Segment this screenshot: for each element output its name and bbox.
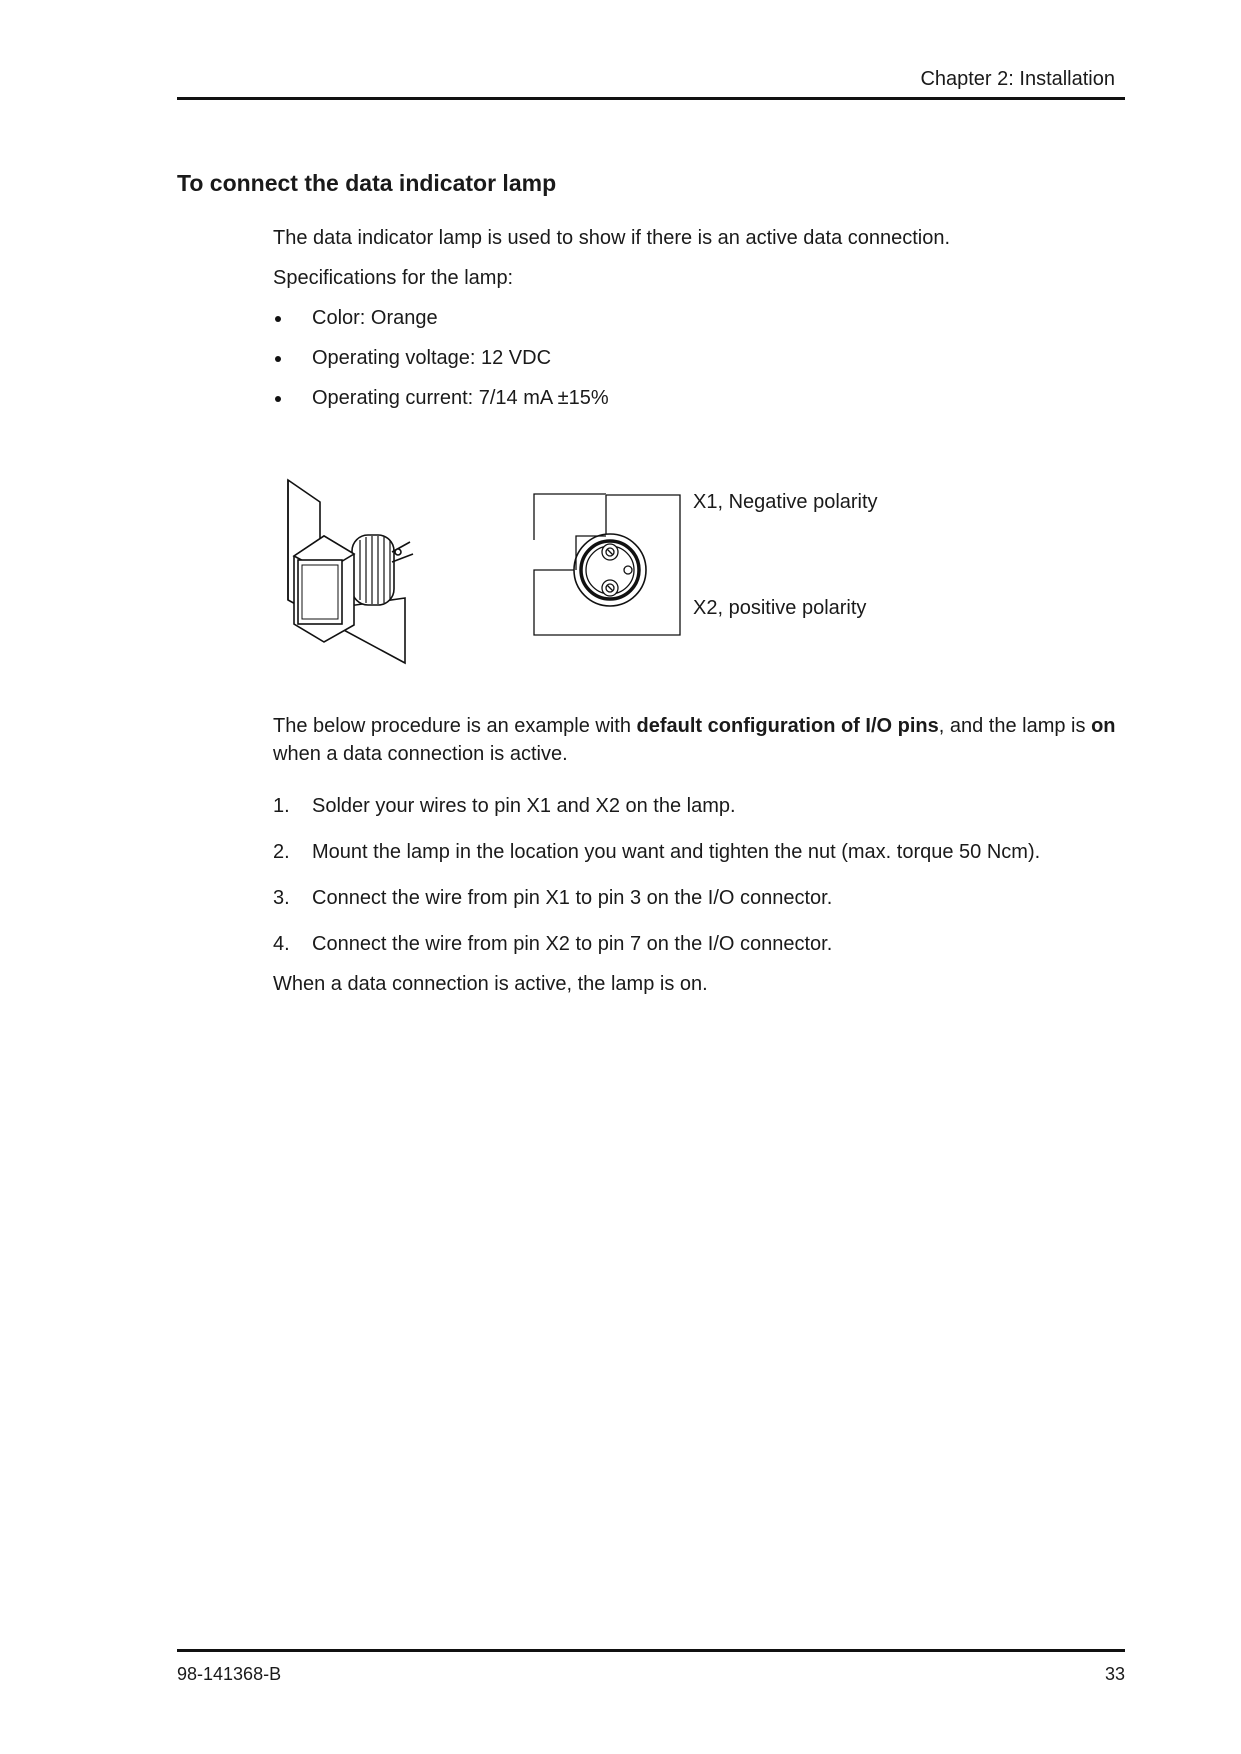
step-text: Connect the wire from pin X2 to pin 7 on the I/O connector. — [312, 933, 833, 955]
spec-list — [273, 304, 1133, 424]
result-text: When a data connection is active, the lamp is on. — [273, 973, 708, 995]
step-text: Connect the wire from pin X1 to pin 3 on the I/O connector. — [312, 887, 833, 909]
bullet-icon — [275, 396, 281, 402]
intro-text: when a data connection is active. — [273, 743, 568, 765]
step-number: 1. — [273, 795, 290, 817]
list-item — [273, 838, 1133, 884]
doc-number: 98-141368-B — [177, 1664, 282, 1684]
intro-text: , and the lamp is — [938, 715, 1092, 737]
list-item — [273, 344, 1133, 384]
procedure-block — [273, 712, 1133, 998]
step-number: 4. — [273, 933, 290, 955]
section-title: To connect the data indicator lamp — [177, 170, 557, 196]
intro-bold-on: on — [1091, 715, 1116, 737]
procedure-intro — [273, 712, 1133, 768]
step-number: 3. — [273, 887, 290, 909]
spec-heading: Specifications for the lamp: — [273, 267, 514, 289]
list-item — [273, 384, 1133, 424]
step-text: Solder your wires to pin X1 and X2 on the lamp. — [312, 795, 736, 817]
label-x2: X2, positive polarity — [693, 597, 867, 619]
step-number: 2. — [273, 841, 290, 863]
step-text: Mount the lamp in the location you want and tighten the nut (max. torque 50 Ncm). — [312, 841, 1041, 863]
label-x1: X1, Negative polarity — [693, 491, 878, 513]
intro-text: The below procedure is an example with — [273, 715, 637, 737]
spec-block — [273, 224, 1133, 424]
procedure-steps — [273, 792, 1133, 970]
lamp-illustration — [280, 470, 430, 670]
pin-layout-diagram — [530, 490, 690, 646]
chapter-title: Chapter 2: Installation — [920, 68, 1115, 90]
intro-bold-config: default configuration of I/O pins — [636, 715, 939, 737]
bullet-icon — [275, 316, 281, 322]
list-item — [273, 884, 1133, 930]
page-number: 33 — [1104, 1664, 1125, 1684]
footer-rule — [177, 1649, 1125, 1652]
intro-paragraph: The data indicator lamp is used to show if there is an active data connection. — [273, 227, 951, 249]
list-item — [273, 304, 1133, 344]
spec-text: Operating voltage: 12 VDC — [312, 347, 552, 369]
header-rule — [177, 97, 1125, 100]
list-item — [273, 930, 1133, 970]
spec-text: Color: Orange — [312, 307, 438, 329]
spec-text: Operating current: 7/14 mA ±15% — [312, 387, 609, 409]
bullet-icon — [275, 356, 281, 362]
list-item — [273, 792, 1133, 838]
